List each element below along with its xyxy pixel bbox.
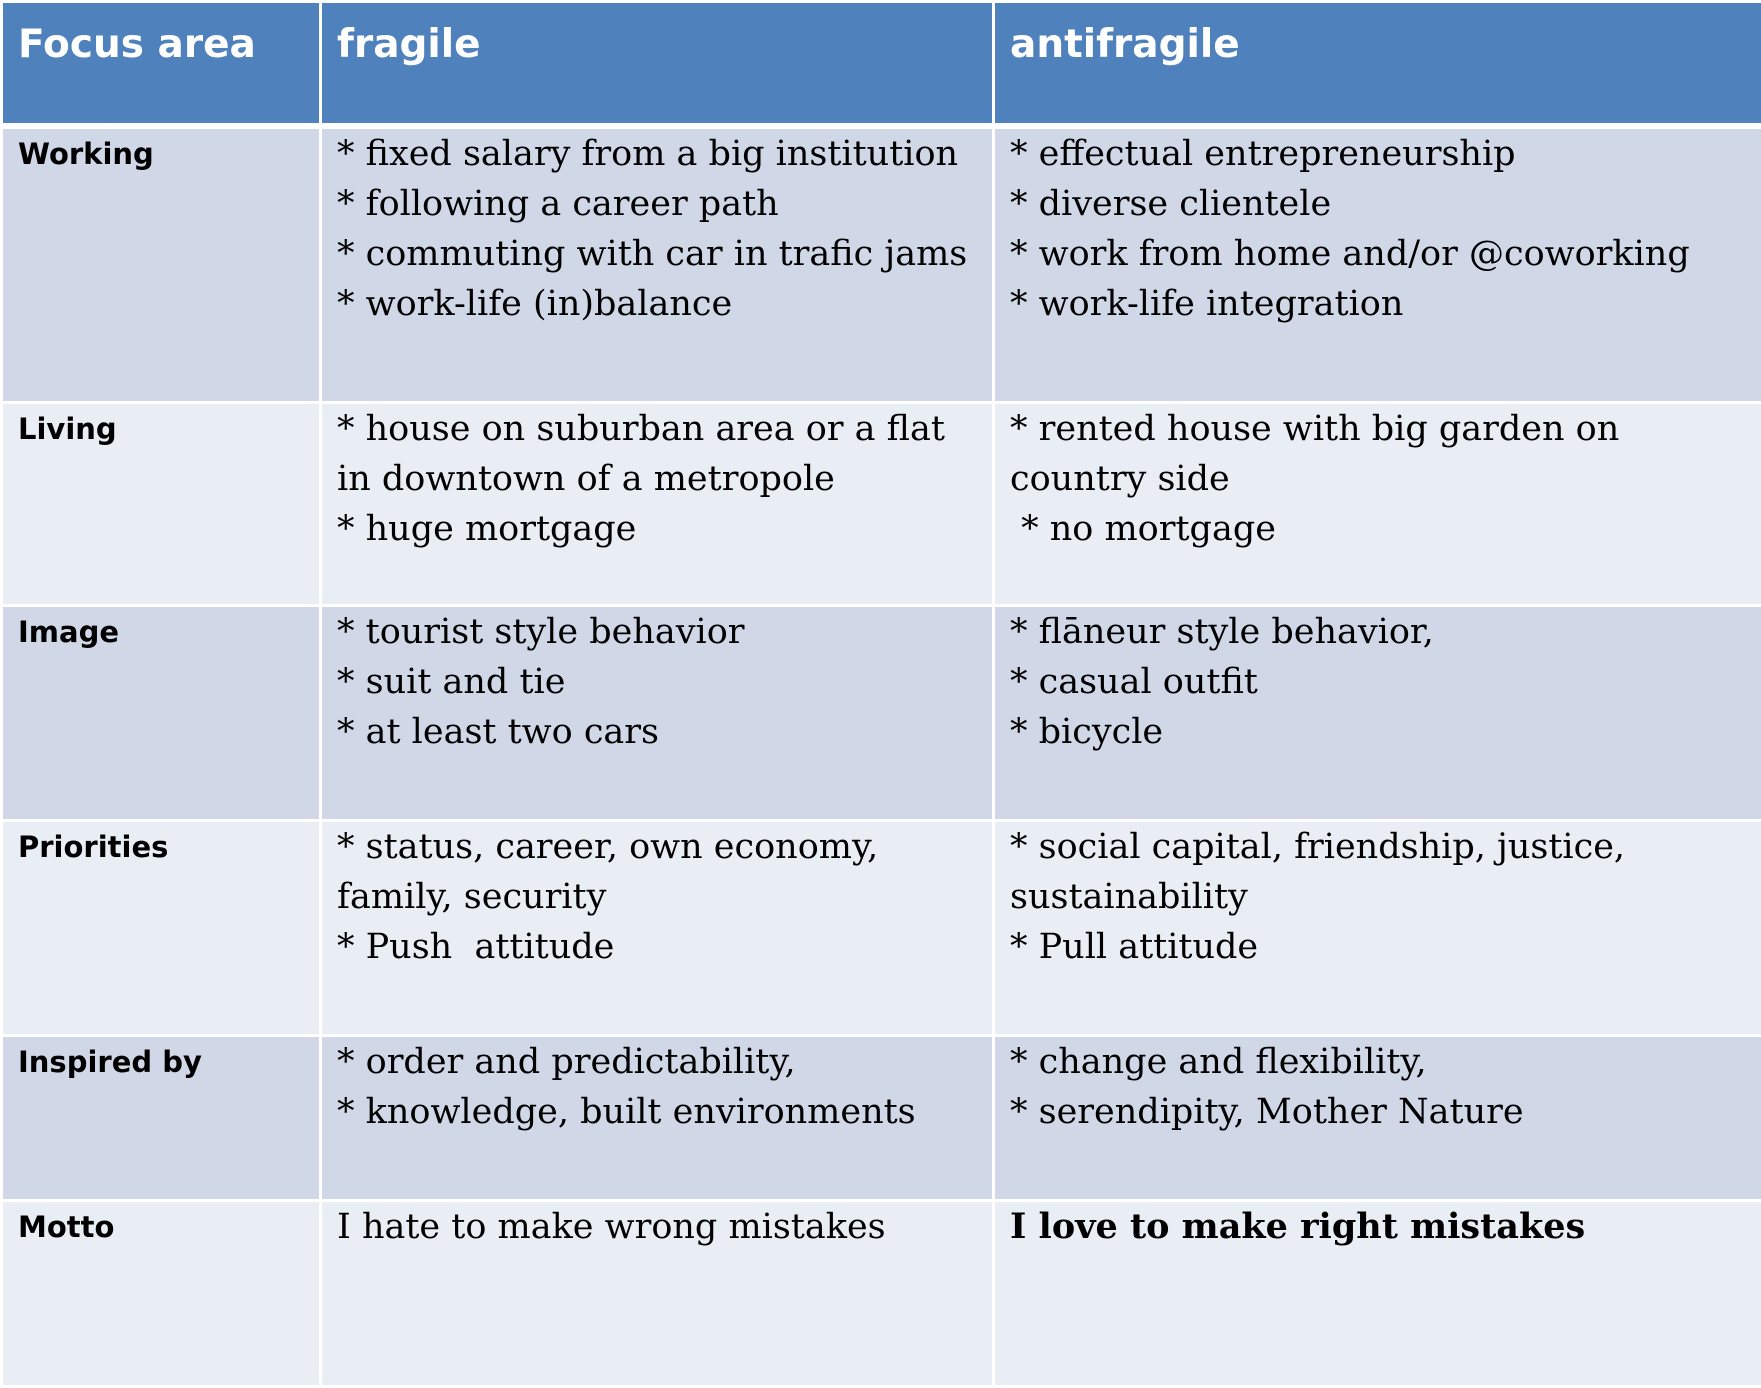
- fragile-cell: [321, 1201, 994, 1387]
- focus-cell: Inspired by: [2, 1036, 321, 1201]
- antifragile-line: * effectual entrepreneurship: [1010, 129, 1747, 179]
- table-row-image: [2, 606, 1761, 821]
- fragile-line: * fixed salary from a big institution: [337, 129, 978, 179]
- focus-cell: Motto: [2, 1201, 321, 1387]
- antifragile-line: * flāneur style behavior,: [1010, 607, 1747, 657]
- antifragile-line: * change and flexibility,: [1010, 1037, 1747, 1087]
- header-fragile: fragile: [321, 2, 994, 126]
- fragile-line: * work-life (in)balance: [337, 279, 978, 329]
- fragile-line: * suit and tie: [337, 657, 978, 707]
- fragile-motto: I hate to make wrong mistakes: [337, 1202, 978, 1252]
- table-row-motto: [2, 1201, 1761, 1387]
- header-row: [2, 2, 1761, 126]
- antifragile-cell: [994, 126, 1761, 403]
- focus-cell: Priorities: [2, 821, 321, 1036]
- antifragile-line: * social capital, friendship, justice,: [1010, 822, 1747, 872]
- antifragile-cell: [994, 403, 1761, 606]
- fragile-cell: [321, 1036, 994, 1201]
- table-row-inspired-by: [2, 1036, 1761, 1201]
- antifragile-cell: [994, 606, 1761, 821]
- fragile-line: * Push attitude: [337, 922, 978, 972]
- focus-cell: Image: [2, 606, 321, 821]
- fragile-line: * commuting with car in trafic jams: [337, 229, 978, 279]
- antifragile-line: * Pull attitude: [1010, 922, 1747, 972]
- antifragile-line: * rented house with big garden on: [1010, 404, 1747, 454]
- antifragile-cell: [994, 1036, 1761, 1201]
- antifragile-line: * bicycle: [1010, 707, 1747, 757]
- fragile-line: * status, career, own economy,: [337, 822, 978, 872]
- antifragile-line: * serendipity, Mother Nature: [1010, 1087, 1747, 1137]
- table-row-working: [2, 126, 1761, 403]
- fragile-line: * huge mortgage: [337, 504, 978, 554]
- antifragile-line: * diverse clientele: [1010, 179, 1747, 229]
- fragile-line: family, security: [337, 872, 978, 922]
- fragile-line: * at least two cars: [337, 707, 978, 757]
- antifragile-line: * no mortgage: [1010, 504, 1747, 554]
- fragile-cell: [321, 606, 994, 821]
- header-focus-area: Focus area: [2, 2, 321, 126]
- fragile-cell: [321, 126, 994, 403]
- table-row-priorities: [2, 821, 1761, 1036]
- fragile-cell: [321, 821, 994, 1036]
- antifragile-cell: [994, 821, 1761, 1036]
- fragile-line: * knowledge, built environments: [337, 1087, 978, 1137]
- antifragile-line: * casual outfit: [1010, 657, 1747, 707]
- fragile-cell: [321, 403, 994, 606]
- fragile-line: * following a career path: [337, 179, 978, 229]
- table-row-living: [2, 403, 1761, 606]
- fragile-line: * house on suburban area or a flat: [337, 404, 978, 454]
- header-antifragile: antifragile: [994, 2, 1761, 126]
- antifragile-line: * work from home and/or @coworking: [1010, 229, 1747, 279]
- focus-cell: Living: [2, 403, 321, 606]
- antifragile-line: country side: [1010, 454, 1747, 504]
- focus-cell: Working: [2, 126, 321, 403]
- fragile-line: * tourist style behavior: [337, 607, 978, 657]
- antifragile-motto: I love to make right mistakes: [1010, 1202, 1747, 1252]
- antifragile-line: * work-life integration: [1010, 279, 1747, 329]
- fragile-line: * order and predictability,: [337, 1037, 978, 1087]
- antifragile-line: sustainability: [1010, 872, 1747, 922]
- fragile-line: in downtown of a metropole: [337, 454, 978, 504]
- antifragile-cell: [994, 1201, 1761, 1387]
